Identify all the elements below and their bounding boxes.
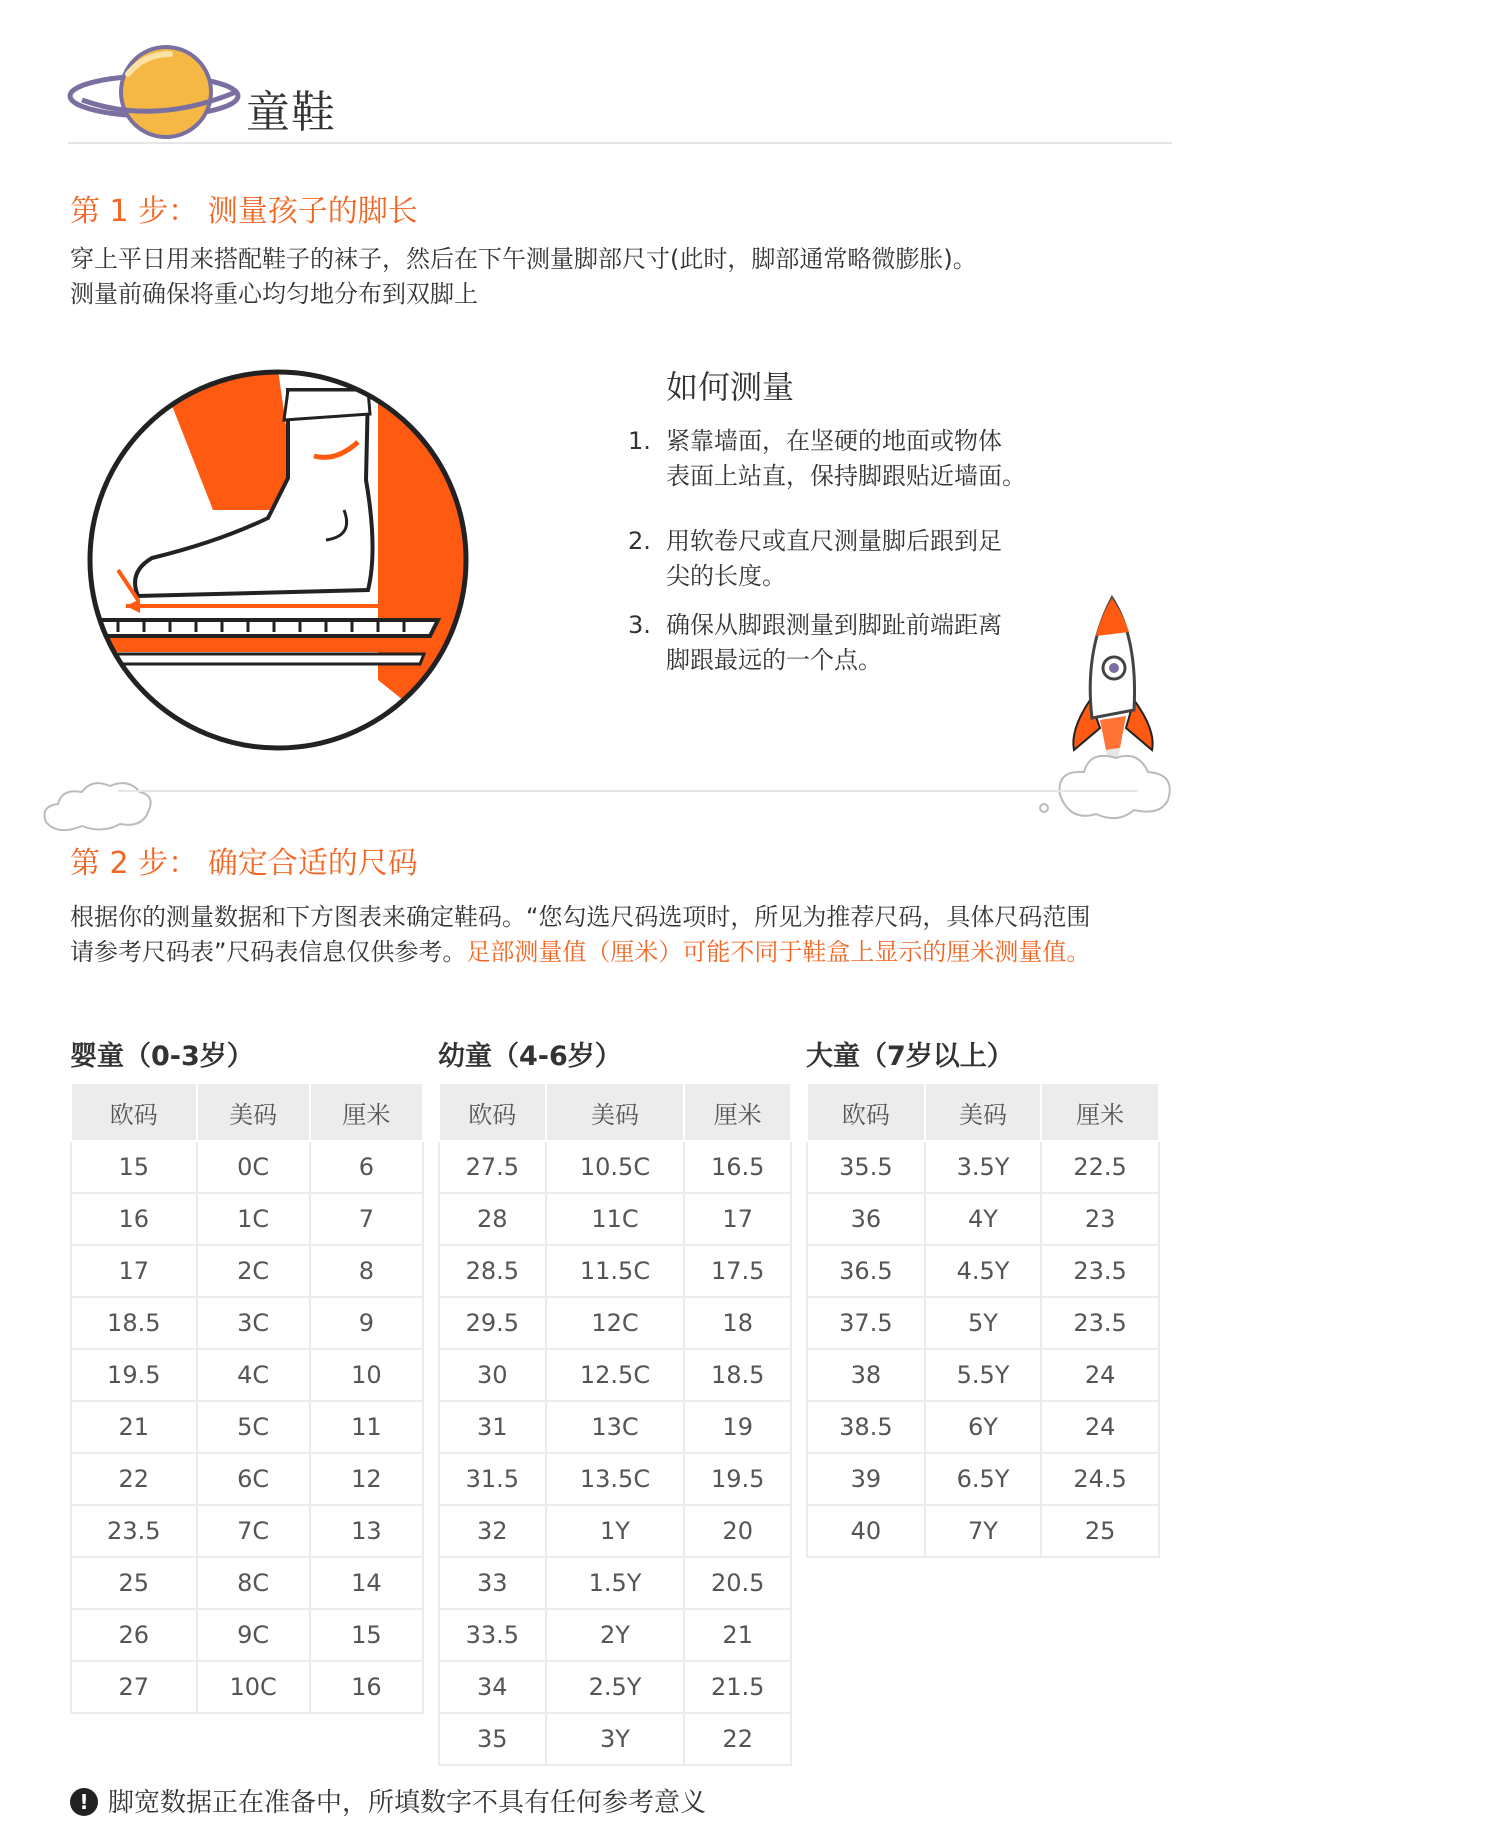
step2-highlight: 足部测量值（厘米）可能不同于鞋盒上显示的厘米测量值。 — [466, 938, 1091, 966]
table-cell: 23.5 — [1041, 1297, 1159, 1349]
page-title: 童鞋 — [246, 87, 336, 138]
table-cell: 31 — [439, 1401, 546, 1453]
table-cell: 2.5Y — [546, 1661, 685, 1713]
table-cell: 36.5 — [807, 1245, 925, 1297]
table-row — [71, 1661, 423, 1713]
table-header-cell: 美码 — [925, 1083, 1041, 1141]
table-cell: 21.5 — [684, 1661, 791, 1713]
table-cell: 16 — [71, 1193, 197, 1245]
table-cell: 16.5 — [684, 1141, 791, 1193]
table-row — [439, 1505, 791, 1557]
table-row — [71, 1609, 423, 1661]
table-cell: 18.5 — [71, 1297, 197, 1349]
cloud-icon — [36, 770, 156, 840]
table-header-cell: 厘米 — [1041, 1083, 1159, 1141]
table-row — [807, 1349, 1159, 1401]
howto-item-text — [666, 524, 1046, 594]
table-cell: 7C — [197, 1505, 310, 1557]
table-cell: 24 — [1041, 1349, 1159, 1401]
table-cell: 20 — [684, 1505, 791, 1557]
warning-icon: ! — [70, 1788, 98, 1816]
table-cell: 11.5C — [546, 1245, 685, 1297]
table-cell: 17 — [684, 1193, 791, 1245]
table-cell: 6.5Y — [925, 1453, 1041, 1505]
table-cell: 18 — [684, 1297, 791, 1349]
table-cell: 5Y — [925, 1297, 1041, 1349]
howto-item — [628, 524, 1048, 596]
table-row — [439, 1349, 791, 1401]
table-cell: 40 — [807, 1505, 925, 1557]
howto-item-line: 表面上站直，保持脚跟贴近墙面。 — [666, 462, 1026, 490]
table-cell: 9C — [197, 1609, 310, 1661]
table-cell: 27 — [71, 1661, 197, 1713]
table-cell: 39 — [807, 1453, 925, 1505]
table-row — [807, 1245, 1159, 1297]
table-cell: 38 — [807, 1349, 925, 1401]
table-cell: 18.5 — [684, 1349, 791, 1401]
rocket-icon — [1030, 590, 1180, 840]
howto-item-line: 尖的长度。 — [666, 562, 786, 590]
table-header-cell: 欧码 — [71, 1083, 197, 1141]
table-cell: 10 — [310, 1349, 423, 1401]
table-cell: 2C — [197, 1245, 310, 1297]
table-cell: 6C — [197, 1453, 310, 1505]
table-cell: 6 — [310, 1141, 423, 1193]
table-cell: 12 — [310, 1453, 423, 1505]
table-row — [439, 1193, 791, 1245]
table-row — [807, 1453, 1159, 1505]
table-row — [71, 1557, 423, 1609]
howto-item-line: 脚跟最远的一个点。 — [666, 646, 882, 674]
table-row — [71, 1141, 423, 1193]
table-cell: 25 — [71, 1557, 197, 1609]
table-row — [807, 1193, 1159, 1245]
table-cell: 22 — [71, 1453, 197, 1505]
table-cell: 28.5 — [439, 1245, 546, 1297]
howto-item-text — [666, 424, 1046, 494]
table-header-cell: 美码 — [197, 1083, 310, 1141]
howto-item-number: 2. — [628, 527, 651, 555]
table-cell: 13.5C — [546, 1453, 685, 1505]
table-cell: 8 — [310, 1245, 423, 1297]
table-cell: 10.5C — [546, 1141, 685, 1193]
size-table-infant — [70, 1082, 424, 1714]
table-title-infant: 婴童（0-3岁） — [70, 1041, 254, 1072]
table-cell: 4C — [197, 1349, 310, 1401]
table-row — [71, 1193, 423, 1245]
table-cell: 5.5Y — [925, 1349, 1041, 1401]
table-cell: 28 — [439, 1193, 546, 1245]
table-cell: 14 — [310, 1557, 423, 1609]
step1-line: 穿上平日用来搭配鞋子的袜子，然后在下午测量脚部尺寸(此时，脚部通常略微膨胀)。 — [70, 245, 977, 273]
table-row — [439, 1401, 791, 1453]
howto-item — [628, 424, 1048, 496]
table-cell: 13C — [546, 1401, 685, 1453]
table-cell: 7 — [310, 1193, 423, 1245]
size-table-toddler — [438, 1082, 792, 1766]
table-cell: 22.5 — [1041, 1141, 1159, 1193]
table-cell: 23.5 — [1041, 1245, 1159, 1297]
table-cell: 13 — [310, 1505, 423, 1557]
table-cell: 17.5 — [684, 1245, 791, 1297]
table-row — [439, 1141, 791, 1193]
table-row — [71, 1505, 423, 1557]
table-cell: 35.5 — [807, 1141, 925, 1193]
table-cell: 24 — [1041, 1401, 1159, 1453]
section-divider — [118, 790, 1138, 792]
table-cell: 1C — [197, 1193, 310, 1245]
table-cell: 19.5 — [684, 1453, 791, 1505]
table-row — [71, 1349, 423, 1401]
table-cell: 0C — [197, 1141, 310, 1193]
table-cell: 23.5 — [71, 1505, 197, 1557]
howto-item-text — [666, 608, 1046, 678]
table-cell: 24.5 — [1041, 1453, 1159, 1505]
table-header-cell: 厘米 — [684, 1083, 791, 1141]
table-cell: 1Y — [546, 1505, 685, 1557]
table-row — [807, 1505, 1159, 1557]
table-header-cell: 欧码 — [439, 1083, 546, 1141]
table-cell: 2Y — [546, 1609, 685, 1661]
table-row — [439, 1245, 791, 1297]
howto-item-number: 1. — [628, 427, 651, 455]
table-cell: 10C — [197, 1661, 310, 1713]
table-header-cell: 欧码 — [807, 1083, 925, 1141]
step2-line — [70, 935, 1180, 970]
step1-line: 测量前确保将重心均匀地分布到双脚上 — [70, 280, 478, 308]
table-row — [807, 1141, 1159, 1193]
table-cell: 37.5 — [807, 1297, 925, 1349]
table-cell: 33.5 — [439, 1609, 546, 1661]
table-title-toddler: 幼童（4-6岁） — [438, 1041, 622, 1072]
table-row — [439, 1453, 791, 1505]
step1-heading: 第 1 步： 测量孩子的脚长 — [70, 194, 418, 229]
table-row — [439, 1609, 791, 1661]
table-cell: 12.5C — [546, 1349, 685, 1401]
table-cell: 25 — [1041, 1505, 1159, 1557]
table-row — [71, 1245, 423, 1297]
table-row — [71, 1453, 423, 1505]
table-cell: 3.5Y — [925, 1141, 1041, 1193]
table-row — [807, 1297, 1159, 1349]
table-cell: 33 — [439, 1557, 546, 1609]
table-cell: 12C — [546, 1297, 685, 1349]
header-divider — [68, 142, 1172, 144]
table-row — [807, 1401, 1159, 1453]
table-cell: 34 — [439, 1661, 546, 1713]
table-cell: 3C — [197, 1297, 310, 1349]
table-cell: 27.5 — [439, 1141, 546, 1193]
step2-text — [70, 900, 1180, 970]
table-header-cell: 厘米 — [310, 1083, 423, 1141]
table-cell: 7Y — [925, 1505, 1041, 1557]
table-cell: 23 — [1041, 1193, 1159, 1245]
table-cell: 38.5 — [807, 1401, 925, 1453]
table-cell: 19 — [684, 1401, 791, 1453]
step2-heading: 第 2 步： 确定合适的尺码 — [70, 846, 418, 881]
table-cell: 16 — [310, 1661, 423, 1713]
table-cell: 6Y — [925, 1401, 1041, 1453]
howto-item-number: 3. — [628, 611, 651, 639]
howto-item — [628, 608, 1048, 680]
table-title-child: 大童（7岁以上） — [806, 1041, 1014, 1072]
table-cell: 15 — [310, 1609, 423, 1661]
table-cell: 30 — [439, 1349, 546, 1401]
table-cell: 17 — [71, 1245, 197, 1297]
howto-item-line: 用软卷尺或直尺测量脚后跟到足 — [666, 527, 1002, 555]
table-header-cell: 美码 — [546, 1083, 685, 1141]
table-cell: 36 — [807, 1193, 925, 1245]
table-cell: 3Y — [546, 1713, 685, 1765]
planet-icon — [66, 40, 242, 146]
table-cell: 15 — [71, 1141, 197, 1193]
table-row — [71, 1297, 423, 1349]
footer-note — [70, 1782, 706, 1819]
table-cell: 9 — [310, 1297, 423, 1349]
table-cell: 20.5 — [684, 1557, 791, 1609]
table-cell: 32 — [439, 1505, 546, 1557]
table-cell: 29.5 — [439, 1297, 546, 1349]
step2-line: 根据你的测量数据和下方图表来确定鞋码。“您勾选尺码选项时，所见为推荐尺码，具体尺码范围 — [70, 903, 1091, 931]
table-row — [71, 1401, 423, 1453]
table-cell: 26 — [71, 1609, 197, 1661]
table-cell: 4Y — [925, 1193, 1041, 1245]
table-cell: 11C — [546, 1193, 685, 1245]
howto-item-line: 紧靠墙面，在坚硬的地面或物体 — [666, 427, 1002, 455]
table-cell: 1.5Y — [546, 1557, 685, 1609]
table-row — [439, 1297, 791, 1349]
step2-line-plain: 请参考尺码表”尺码表信息仅供参考。 — [70, 938, 467, 966]
howto-item-line: 确保从脚跟测量到脚趾前端距离 — [666, 611, 1002, 639]
foot-measure-illustration — [78, 360, 478, 760]
howto-title: 如何测量 — [666, 368, 795, 406]
table-cell: 35 — [439, 1713, 546, 1765]
table-cell: 31.5 — [439, 1453, 546, 1505]
table-cell: 21 — [71, 1401, 197, 1453]
step1-text — [70, 242, 1180, 312]
table-cell: 5C — [197, 1401, 310, 1453]
table-cell: 22 — [684, 1713, 791, 1765]
size-table-child — [806, 1082, 1160, 1558]
table-cell: 19.5 — [71, 1349, 197, 1401]
table-row — [439, 1713, 791, 1765]
table-cell: 4.5Y — [925, 1245, 1041, 1297]
footer-note-text: 脚宽数据正在准备中，所填数字不具有任何参考意义 — [108, 1788, 707, 1818]
table-row — [439, 1661, 791, 1713]
table-row — [439, 1557, 791, 1609]
table-cell: 11 — [310, 1401, 423, 1453]
table-cell: 8C — [197, 1557, 310, 1609]
table-cell: 21 — [684, 1609, 791, 1661]
